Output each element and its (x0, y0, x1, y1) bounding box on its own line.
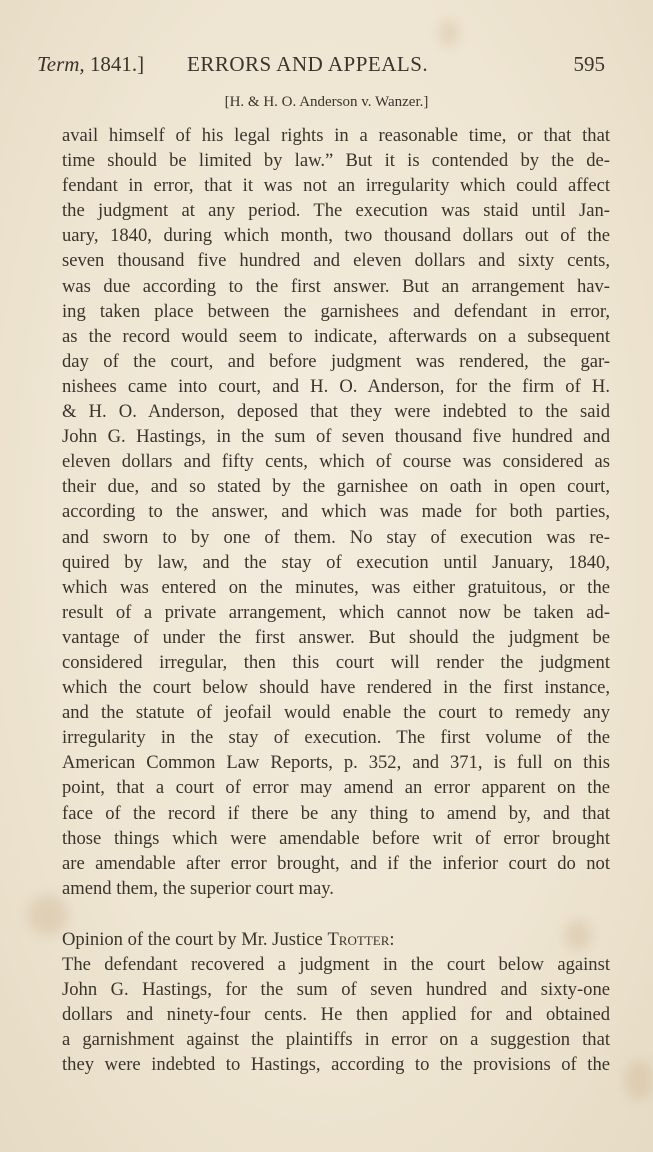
opinion-intro: Opinion of the court by Mr. Justice (62, 929, 328, 950)
header-title: ERRORS AND APPEALS. (187, 52, 429, 76)
text-line: vantage of under the first answer. But should the judgment be (62, 626, 610, 648)
text-line: and the statute of jeofail would enable the court to remedy any (62, 702, 610, 724)
text-line: nishees came into court, and H. O. Anderson, for the firm of H. (62, 375, 610, 397)
text-line: which was entered on the minutes, was either gratuitous, or the (62, 576, 610, 598)
text-line: amend them, the superior court may. (62, 877, 334, 899)
term-label: Term, (37, 52, 85, 76)
text-line: a garnishment against the plaintiffs in error on a suggestion that (62, 1029, 610, 1051)
text-line: irregularity in the stay of execution. The first volume of the (62, 727, 610, 749)
text-line: result of a private arrangement, which cannot now be taken ad- (62, 601, 610, 623)
text-line: are amendable after error brought, and if the inferior court do not (62, 852, 610, 874)
text-line: face of the record if there be any thing to amend by, and that (62, 802, 610, 824)
text-line: those things which were amendable before writ of error brought (62, 827, 610, 849)
text-line: seven thousand five hundred and eleven dollars and sixty cents, (62, 250, 610, 272)
term-year: 1841.] (84, 52, 145, 76)
text-line: ing taken place between the garnishees and defendant in error, (62, 300, 610, 322)
text-line: point, that a court of error may amend an error apparent on the (62, 777, 610, 799)
paper-stain (625, 1060, 653, 1100)
text-line: which the court below should have rendered in the first instance, (62, 677, 610, 699)
opinion-colon: : (389, 929, 395, 950)
argument-paragraph (62, 123, 610, 901)
text-line: as the record would seem to indicate, afterwards on a subsequent (62, 325, 610, 347)
text-line: and sworn to by one of them. No stay of execution was re- (62, 526, 610, 548)
text-line: considered irregular, then this court will render the judgment (62, 651, 610, 673)
text-line: American Common Law Reports, p. 352, and 371, is full on this (62, 752, 610, 774)
text-line: they were indebted to Hastings, according to the provisions of the (62, 1054, 610, 1076)
text-line: the judgment at any period. The execution was staid until Jan- (62, 200, 610, 222)
text-line: The defendant recovered a judgment in the court below against (62, 954, 610, 976)
case-caption: [H. & H. O. Anderson v. Wanzer.] (224, 94, 429, 110)
text-line: John G. Hastings, in the sum of seven thousand five hundred and (62, 426, 610, 448)
text-line: dollars and ninety-four cents. He then applied for and obtained (62, 1004, 610, 1026)
text-line: avail himself of his legal rights in a reasonable time, or that that (62, 125, 610, 146)
running-header (37, 52, 605, 82)
text-line: according to the answer, and which was made for both parties, (62, 501, 610, 523)
text-line: day of the court, and before judgment was rendered, the gar- (62, 350, 610, 372)
justice-name: Trotter (327, 929, 390, 950)
text-line: eleven dollars and fifty cents, which of course was considered as (62, 451, 610, 473)
text-line: quired by law, and the stay of execution until January, 1840, (62, 551, 610, 573)
text-line: John G. Hastings, for the sum of seven hundred and sixty-one (62, 979, 610, 1001)
text-line: fendant in error, that it was not an irregularity which could affect (62, 175, 610, 197)
text-line: time should be limited by law.” But it is contended by the de- (62, 150, 610, 172)
paper-stain (440, 20, 458, 46)
page-number: 595 (573, 52, 605, 76)
opinion-section (62, 927, 610, 1078)
text-line: their due, and so stated by the garnishee on oath in open court, (62, 476, 610, 498)
text-line: & H. O. Anderson, deposed that they were indebted to the said (62, 401, 610, 423)
text-line: uary, 1840, during which month, two thousand dollars out of the (62, 225, 610, 247)
text-line: was due according to the first answer. But an arrangement hav- (62, 275, 610, 297)
opinion-heading (62, 927, 610, 952)
header-term (37, 52, 144, 77)
